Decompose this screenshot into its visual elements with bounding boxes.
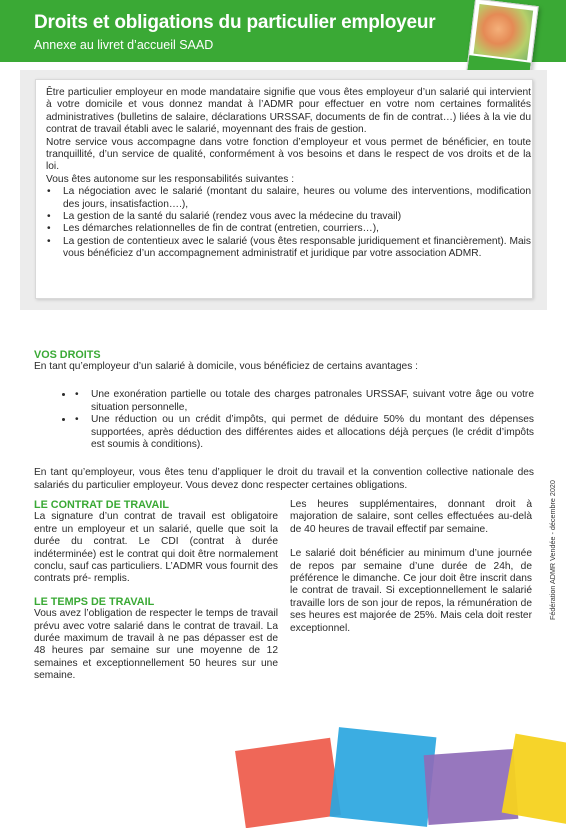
section-closing: En tant qu’employeur, vous êtes tenu d’appliquer le droit du travail et la convention collective nationale des salariés du particulier employeur. Vous devez donc respecter certaines obligations. [34, 467, 534, 491]
intro-paragraph: Être particulier employeur en mode mandataire signifie que vous êtes employeur d’un salarié qui intervient à votre domicile et vous donnez mandat à l’ADMR pour effectuer en votre nom certaines formalités administratives (bulletins de salaire, déclarations URSSAF, documents de fin de contrat…) liées à la vie du contrat de travail établi avec le salarié, moyennant des frais de gestion. [46, 87, 531, 136]
intro-box [20, 70, 547, 310]
section-heading: LE TEMPS DE TRAVAIL [34, 595, 155, 608]
repos-text: Le salarié doit bénéficier au minimum d’une journée de repos par semaine d’une durée de 24h, de préférence le dimanche. Ce jour doit être inscrit dans le contrat de travail. Si exceptionnellement le salarié travaille lors de son jour de repos, la rémunération de ses heures est majorée de 25%. Mais cela doit rester exceptionnel. [290, 548, 532, 634]
decor-blue-shape [330, 727, 437, 827]
responsibilities-list [36, 186, 532, 260]
section-lead: En tant qu’employeur d’un salarié à domicile, vous bénéficiez de certains avantages : [34, 361, 418, 372]
contrat-text: La signature d’un contrat de travail est obligatoire entre un employeur et un salarié, quelle que soit la durée du contrat. Le CDI (contrat à durée indéterminée) est le contrat qui doit être normalement conclu, sauf cas particuliers. L’ADMR vous fournit des contrats pré- remplis. [34, 511, 278, 585]
bullet-icon: • [47, 211, 51, 223]
decor-purple-shape [424, 749, 519, 825]
page-title: Droits et obligations du particulier employeur [34, 12, 436, 33]
list-item: • La gestion de la santé du salarié (rendez vous avec la médecine du travail) [47, 211, 402, 223]
list-item: • La gestion de contentieux avec le salarié (vous êtes responsable juridiquement et financièrement). Mais vous bénéficiez d’un accompagnement administratif et juridique par votre association ADMR. [47, 235, 531, 260]
page-subtitle: Annexe au livret d’accueil SAAD [34, 38, 214, 52]
bullet-icon: • [47, 186, 51, 198]
bullet-icon: • • [75, 414, 79, 426]
list-item: • Les démarches relationnelles de fin de contrat (entretien, courriers…), [47, 223, 379, 235]
intro-paragraph: Vous êtes autonome sur les responsabilités suivantes : [46, 173, 295, 185]
bullet-icon: • [47, 235, 51, 247]
temps-text: Vous avez l’obligation de respecter le temps de travail prévu avec votre salarié dans le contrat de travail. La durée maximum de travail à ne pas dépasser est de 48 heures par semaine sur une moyenne de 12 semaines et exceptionnellement 50 heures sur une semaine. [34, 608, 278, 682]
intro-card [35, 79, 533, 299]
list-item: • • Une exonération partielle ou totale des charges patronales URSSAF, suivant votre âge ou votre situation personnelle, [74, 389, 534, 414]
bullet-icon: • [47, 223, 51, 235]
decor-red-shape [235, 738, 341, 828]
cover-photo [473, 4, 533, 60]
decor-yellow-shape [502, 734, 566, 827]
section-heading: LE CONTRAT DE TRAVAIL [34, 499, 169, 511]
rights-list [34, 389, 534, 451]
list-item: • La négociation avec le salarié (montant du salaire, heures ou volume des interventions, modification des jours, insatisfaction….), [47, 186, 531, 210]
list-item: • • Une réduction ou un crédit d’impôts, qui permet de déduire 50% du montant des dépenses supportées, après déduction des différentes aides et allocations déjà perçues (le crédit d’impôts est soumis à conditions). [74, 414, 534, 451]
heures-supp-text: Les heures supplémentaires, donnant droit à majoration de salaire, sont celles effectuées au-delà de 40 heures de travail effectif par semaine. [290, 499, 532, 535]
bullet-icon: • • [75, 389, 79, 401]
right-column [290, 499, 532, 635]
intro-paragraph: Notre service vous accompagne dans votre fonction d’employeur et vous permet de bénéficier, en toute tranquillité, d’un service de qualité, conformément à vos besoins et dans le respect de vos droits et de la loi. [46, 136, 531, 173]
footer-credit: Fédération ADMR Vendée - décembre 2020 [548, 480, 557, 620]
left-column [34, 499, 278, 683]
section-vos-droits [34, 349, 534, 492]
section-heading: VOS DROITS [34, 349, 101, 361]
